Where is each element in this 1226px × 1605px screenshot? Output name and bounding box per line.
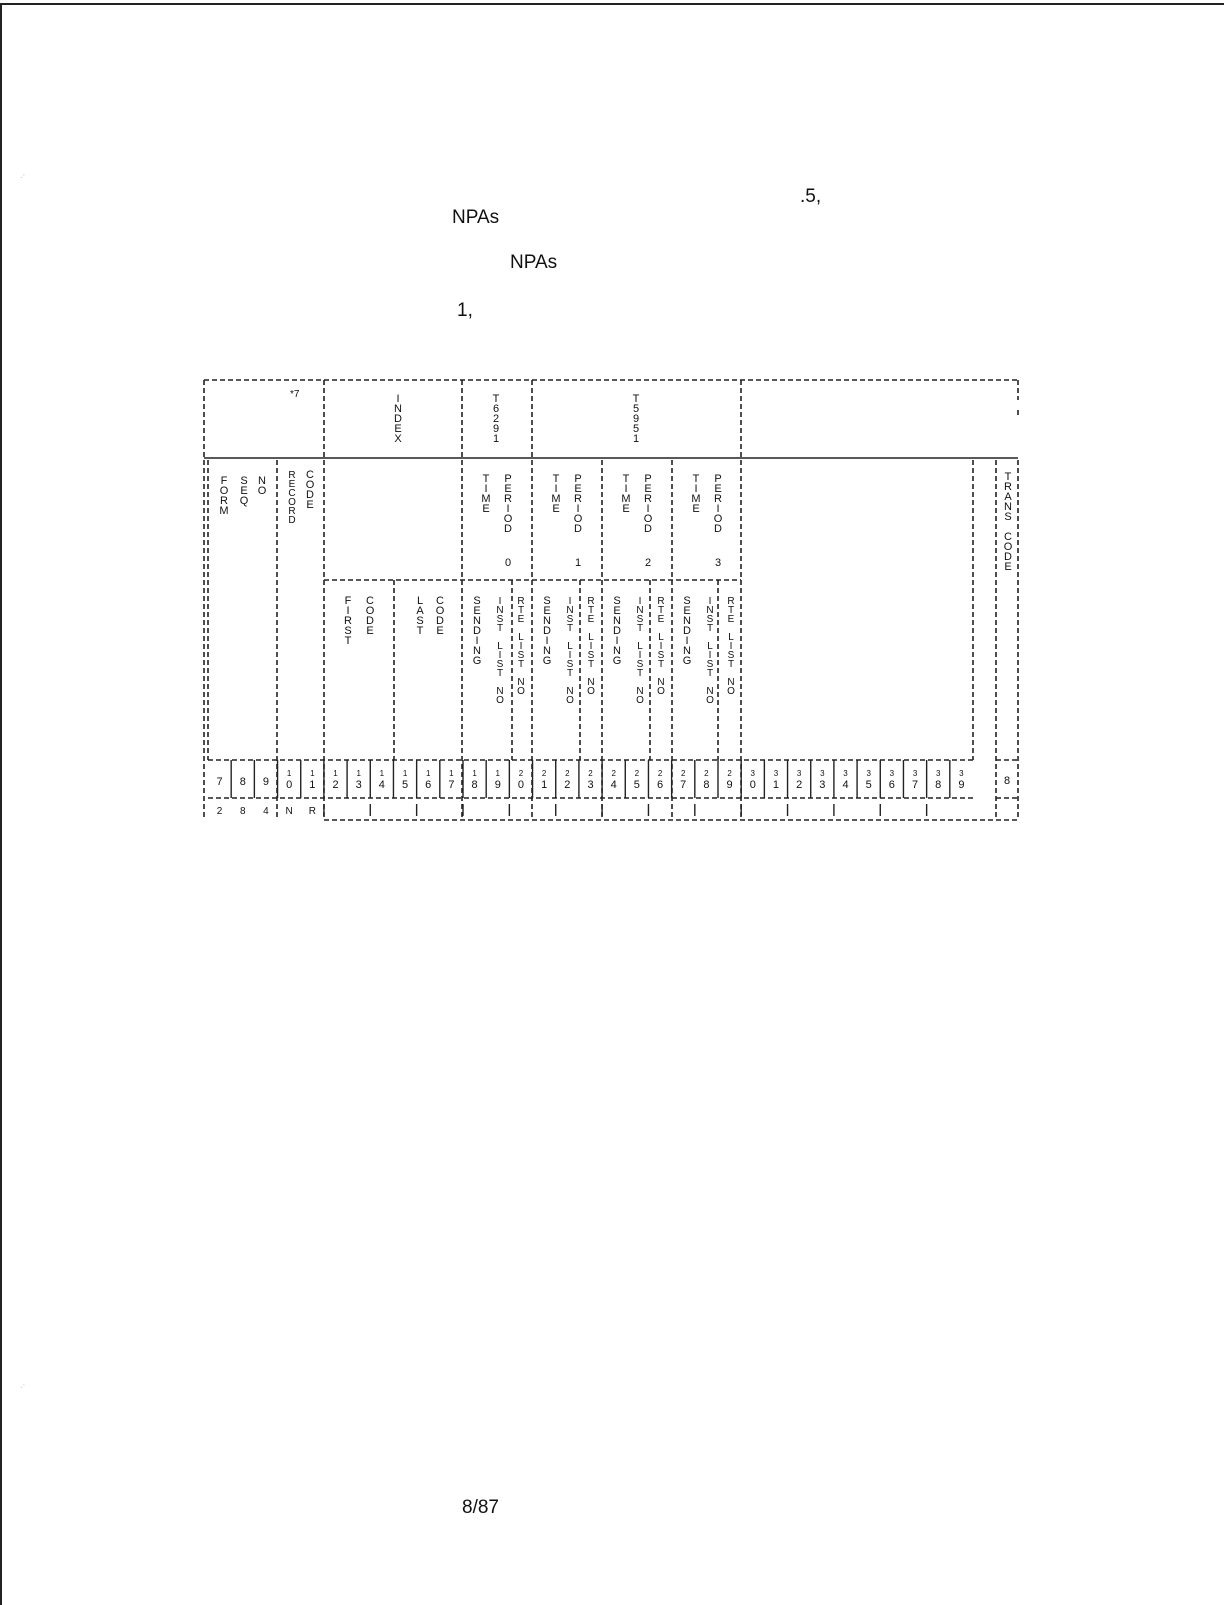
field-label-inst-list-no: T (706, 668, 714, 679)
field-label-rte-list-no: N (517, 677, 525, 688)
field-label-rte-list-no: O (657, 686, 665, 697)
field-label-time: T (482, 473, 490, 485)
section-label-table: 9 (632, 413, 640, 425)
column-number: 9 (726, 779, 733, 791)
field-label-no: N (258, 475, 266, 487)
field-label-inst-list-no: I (708, 650, 712, 661)
column-number: 1 (309, 779, 316, 791)
field-label-time: I (484, 483, 488, 495)
column-number: 2 (657, 769, 663, 778)
field-label-time: E (482, 503, 490, 515)
field-label-inst-list-no: O (566, 695, 574, 706)
field-label-seq: Q (239, 495, 249, 507)
field-label-period: D (504, 523, 512, 535)
field-label-sending: N (473, 645, 481, 657)
field-label-inst-list-no: I (708, 596, 712, 607)
field-label-rte-list-no: R (587, 596, 595, 607)
body-text-npas: NPAs (510, 252, 558, 273)
field-label-period: E (574, 483, 582, 495)
field-label-inst-list-no: O (496, 695, 504, 706)
field-label-first: R (344, 615, 352, 627)
field-label-rte-list-no: T (657, 659, 665, 670)
column-number: 2 (796, 779, 803, 791)
field-label-rte-list-no: T (587, 605, 595, 616)
field-label-rte-list-no: L (728, 632, 734, 643)
field-label-time: M (481, 493, 491, 505)
field-label-period: D (714, 523, 722, 535)
field-label-sending: S (683, 595, 691, 607)
column-number: 1 (449, 769, 454, 778)
column-number: 4 (610, 779, 617, 791)
field-label-form: O (219, 485, 229, 497)
field-label-inst-list-no: S (566, 614, 574, 625)
field-label-inst-list-no: T (706, 623, 714, 634)
column-number: 2 (518, 769, 524, 778)
field-label-period: P (504, 473, 512, 485)
section-label-table: 6 (492, 403, 500, 415)
column-number: 0 (749, 779, 756, 791)
field-label-sending: D (473, 625, 481, 637)
field-label-inst-list-no: N (496, 686, 504, 697)
column-number: 1 (426, 769, 431, 778)
column-number: 2 (541, 769, 547, 778)
field-label-sending: N (683, 615, 691, 627)
section-label-table: 2 (492, 413, 500, 425)
column-number: 1 (541, 779, 548, 791)
section-label-table: 5 (632, 423, 640, 435)
field-label-rte-list-no: T (587, 659, 595, 670)
field-label-code: C (306, 469, 314, 481)
field-label-record: R (288, 506, 296, 517)
field-label-inst-list-no: N (566, 605, 574, 616)
section-label-table: 5 (632, 403, 640, 415)
field-label-rte-list-no: E (517, 614, 525, 625)
field-label-inst-list-no: T (496, 668, 504, 679)
column-number: 2 (704, 769, 709, 778)
column-number: 6 (425, 779, 432, 791)
field-label-time: I (624, 483, 628, 495)
body-text-item-number: 1, (457, 300, 473, 321)
field-label-sending: E (683, 605, 691, 617)
field-label-time: I (694, 483, 698, 495)
field-label-rte-list-no: S (727, 650, 735, 661)
field-label-sending: S (473, 595, 481, 607)
field-label-rte-list-no: O (727, 686, 735, 697)
trans-column-number: 8 (1003, 775, 1011, 787)
field-label-time: T (552, 473, 560, 485)
field-label-rte-list-no: L (518, 632, 524, 643)
field-label-sending: D (683, 625, 691, 637)
field-label-period: O (503, 513, 513, 525)
column-number: 3 (796, 769, 802, 778)
field-label-trans-code: D (1004, 551, 1012, 563)
field-label-inst-list-no: T (496, 623, 504, 634)
column-number: 9 (958, 779, 965, 791)
column-number: 1 (495, 769, 500, 778)
field-label-period: E (644, 483, 652, 495)
field-label-code: O (435, 605, 445, 617)
column-number: 3 (355, 779, 362, 791)
column-number: 3 (587, 779, 594, 791)
column-number: 7 (448, 779, 455, 791)
column-number: 3 (820, 769, 825, 778)
form-grid-lines (204, 380, 1018, 820)
field-label-time: T (692, 473, 700, 485)
column-number: 1 (472, 769, 477, 778)
field-label-period: P (644, 473, 652, 485)
field-label-rte-list-no: R (657, 596, 665, 607)
column-number: 2 (727, 769, 732, 778)
field-label-code: D (436, 615, 444, 627)
field-label-rte-list-no: S (587, 650, 595, 661)
field-label-code: D (366, 615, 374, 627)
field-label-form: M (219, 505, 229, 517)
field-label-rte-list-no: O (517, 686, 525, 697)
section-label-index: E (394, 423, 402, 435)
field-label-inst-list-no: L (637, 641, 643, 652)
field-label-period-number: 3 (714, 557, 722, 569)
column-number: 2 (634, 769, 640, 778)
field-label-rte-list-no: T (517, 659, 525, 670)
field-label-record: D (288, 515, 296, 526)
field-label-period: O (643, 513, 653, 525)
field-label-sending: N (543, 645, 551, 657)
field-label-sending: G (472, 655, 482, 667)
field-label-inst-list-no: S (566, 659, 574, 670)
field-label-inst-list-no: L (497, 641, 503, 652)
field-label-time: I (554, 483, 558, 495)
field-label-code: O (365, 605, 375, 617)
column-number: 3 (866, 769, 871, 778)
field-label-sending: G (682, 655, 692, 667)
field-label-inst-list-no: L (567, 641, 573, 652)
field-label-period: D (574, 523, 582, 535)
field-label-sending: N (613, 615, 621, 627)
field-label-inst-list-no: T (636, 623, 644, 634)
column-number: 3 (959, 769, 964, 778)
field-label-code: C (436, 595, 444, 607)
field-label-rte-list-no: E (587, 614, 595, 625)
section-label-table: T (492, 393, 500, 405)
column-number: 3 (819, 779, 826, 791)
field-label-inst-list-no: N (636, 605, 644, 616)
section-label-table: T (632, 393, 640, 405)
field-label-inst-list-no: S (706, 659, 714, 670)
field-label-sending: E (473, 605, 481, 617)
column-number: 2 (564, 779, 571, 791)
field-label-seq: E (240, 485, 248, 497)
column-number: 8 (703, 779, 710, 791)
field-label-rte-list-no: T (727, 659, 735, 670)
field-label-form: F (220, 475, 228, 487)
field-label-code: O (305, 479, 315, 491)
field-label-seq: S (240, 475, 248, 487)
column-number: 2 (588, 769, 593, 778)
field-label-rte-list-no: I (729, 641, 733, 652)
field-label-first: S (344, 625, 352, 637)
field-label-period: I (646, 503, 650, 515)
section-label-index: D (394, 413, 402, 425)
field-label-code: E (306, 499, 314, 511)
field-label-inst-list-no: T (636, 668, 644, 679)
field-label-record: E (288, 479, 296, 490)
field-label-period: D (644, 523, 652, 535)
field-label-inst-list-no: N (566, 686, 574, 697)
prefilled-value: 2 (216, 806, 223, 817)
field-label-inst-list-no: N (706, 605, 714, 616)
column-number: 4 (378, 779, 385, 791)
field-label-last: T (416, 625, 424, 637)
field-label-inst-list-no: N (636, 686, 644, 697)
footer-date: 8/87 (462, 1497, 499, 1518)
column-number: 8 (239, 776, 246, 788)
field-label-last: L (416, 595, 424, 607)
field-label-period: O (713, 513, 723, 525)
column-number: 3 (843, 769, 848, 778)
prefilled-value: N (285, 806, 293, 817)
field-label-sending: G (542, 655, 552, 667)
field-label-code: E (366, 625, 374, 637)
field-label-sending: N (683, 645, 691, 657)
field-label-inst-list-no: S (636, 614, 644, 625)
field-label-inst-list-no: I (498, 650, 502, 661)
field-label-time: M (691, 493, 701, 505)
column-number: 9 (262, 776, 270, 788)
column-number: 3 (773, 769, 779, 778)
column-number: 1 (772, 779, 780, 791)
field-label-trans-code: O (1003, 541, 1013, 553)
field-label-period: O (573, 513, 583, 525)
field-label-first: F (344, 595, 352, 607)
body-text-fragment: .5, (800, 186, 822, 207)
field-label-time: M (551, 493, 561, 505)
field-label-rte-list-no: E (657, 614, 665, 625)
field-label-record: O (288, 497, 296, 508)
field-label-rte-list-no: I (659, 641, 663, 652)
column-number: 3 (889, 769, 895, 778)
field-label-rte-list-no: T (727, 605, 735, 616)
column-number: 1 (379, 769, 385, 778)
field-label-record: C (288, 488, 296, 499)
field-label-inst-list-no: I (638, 650, 642, 661)
field-label-rte-list-no: N (657, 677, 665, 688)
field-label-period: I (506, 503, 510, 515)
column-number: 3 (912, 769, 918, 778)
section-label-index: N (394, 403, 402, 415)
field-label-period: E (504, 483, 512, 495)
field-label-trans-code: C (1004, 531, 1012, 543)
column-number: 5 (633, 779, 640, 791)
column-number: 2 (611, 769, 616, 778)
field-label-rte-list-no: T (517, 605, 525, 616)
field-label-sending: G (612, 655, 622, 667)
field-label-inst-list-no: T (566, 668, 574, 679)
field-label-rte-list-no: N (587, 677, 595, 688)
field-label-form: R (220, 495, 228, 507)
column-number: 3 (936, 769, 941, 778)
field-label-trans-code: T (1004, 471, 1012, 483)
field-label-record: R (288, 470, 296, 481)
column-number: 8 (935, 779, 942, 791)
column-number: 1 (286, 769, 292, 778)
field-label-sending: E (543, 605, 551, 617)
field-label-rte-list-no: I (589, 641, 593, 652)
field-label-period: I (576, 503, 580, 515)
field-label-inst-list-no: L (707, 641, 713, 652)
column-number: 7 (216, 776, 223, 788)
field-label-rte-list-no: R (517, 596, 525, 607)
field-label-rte-list-no: N (727, 677, 735, 688)
field-label-rte-list-no: L (588, 632, 594, 643)
field-label-inst-list-no: I (498, 596, 502, 607)
field-label-time: E (692, 503, 700, 515)
form-labels (217, 393, 1013, 817)
field-label-inst-list-no: S (706, 614, 714, 625)
field-label-sending: N (613, 645, 621, 657)
column-number: 0 (517, 779, 525, 791)
column-number: 6 (888, 779, 895, 791)
section-label-table: 9 (492, 423, 500, 435)
scan-speck: .⋅ (20, 1380, 26, 1390)
field-label-first: T (344, 635, 352, 647)
header-mark: *7 (290, 389, 300, 400)
column-number: 7 (680, 779, 687, 791)
column-number: 9 (494, 779, 501, 791)
field-label-rte-list-no: O (587, 686, 595, 697)
field-label-inst-list-no: I (638, 596, 642, 607)
field-label-period-number: 2 (644, 557, 652, 569)
field-label-inst-list-no: O (706, 695, 714, 706)
field-label-inst-list-no: I (568, 596, 572, 607)
field-label-last: S (416, 615, 424, 627)
column-number: 4 (842, 779, 849, 791)
section-label-index: I (396, 393, 400, 405)
field-label-time: E (552, 503, 560, 515)
field-label-inst-list-no: N (706, 686, 714, 697)
field-label-no: O (257, 485, 267, 497)
field-label-time: M (621, 493, 631, 505)
field-label-sending: N (543, 615, 551, 627)
field-label-inst-list-no: O (636, 695, 644, 706)
field-label-period: R (714, 493, 722, 505)
column-number: 2 (565, 769, 570, 778)
field-label-inst-list-no: S (636, 659, 644, 670)
column-number: 1 (402, 769, 408, 778)
field-label-trans-code: E (1004, 561, 1012, 573)
field-label-time: T (622, 473, 630, 485)
field-label-inst-list-no: T (566, 623, 574, 634)
column-number: 1 (333, 769, 338, 778)
field-label-sending: S (543, 595, 551, 607)
field-label-sending: I (545, 635, 549, 647)
column-number: 1 (310, 769, 315, 778)
field-label-inst-list-no: I (568, 650, 572, 661)
field-label-sending: N (473, 615, 481, 627)
field-label-period: P (714, 473, 722, 485)
field-label-rte-list-no: E (727, 614, 735, 625)
field-label-code: C (366, 595, 374, 607)
body-text-npas: NPAs (452, 207, 500, 228)
field-label-first: I (346, 605, 350, 617)
field-label-trans-code: R (1004, 481, 1012, 493)
column-number: 7 (911, 779, 919, 791)
column-number: 5 (401, 779, 409, 791)
field-label-code: E (436, 625, 444, 637)
section-label-table: 1 (632, 433, 640, 445)
field-label-period: P (574, 473, 582, 485)
field-label-sending: S (613, 595, 621, 607)
field-label-sending: I (475, 635, 479, 647)
prefilled-value: 8 (239, 806, 246, 817)
field-label-code: D (306, 489, 314, 501)
field-label-sending: I (685, 635, 689, 647)
column-number: 3 (750, 769, 755, 778)
field-label-period-number: 1 (574, 557, 582, 569)
column-number: 6 (656, 779, 664, 791)
prefilled-value: 4 (263, 806, 269, 817)
field-label-rte-list-no: R (727, 596, 735, 607)
column-number: 2 (681, 769, 686, 778)
field-label-trans-code: A (1004, 491, 1012, 503)
column-number: 0 (286, 779, 293, 791)
column-number: 2 (332, 779, 339, 791)
field-label-trans-code: N (1004, 501, 1012, 513)
column-number: 8 (471, 779, 478, 791)
field-label-period: R (644, 493, 652, 505)
field-label-sending: I (615, 635, 619, 647)
field-label-period-number: 0 (504, 557, 512, 569)
field-label-rte-list-no: S (657, 650, 665, 661)
field-label-inst-list-no: S (496, 614, 504, 625)
prefilled-value: R (308, 806, 316, 817)
field-label-sending: D (613, 625, 621, 637)
column-number: 1 (356, 769, 361, 778)
field-label-inst-list-no: S (496, 659, 504, 670)
section-label-table: 1 (492, 433, 500, 445)
field-label-period: R (574, 493, 582, 505)
field-label-rte-list-no: T (657, 605, 665, 616)
field-label-inst-list-no: N (496, 605, 504, 616)
field-label-time: E (622, 503, 630, 515)
field-label-sending: E (613, 605, 621, 617)
field-label-period: I (716, 503, 720, 515)
field-label-rte-list-no: I (519, 641, 523, 652)
field-label-trans-code: S (1004, 511, 1012, 523)
field-label-rte-list-no: L (658, 632, 664, 643)
section-label-index: X (394, 433, 402, 445)
field-label-sending: D (543, 625, 551, 637)
column-number: 5 (865, 779, 872, 791)
field-label-rte-list-no: S (517, 650, 525, 661)
scan-speck: .⋅ (20, 170, 26, 180)
field-label-period: R (504, 493, 512, 505)
field-label-period: E (714, 483, 722, 495)
field-label-last: A (416, 605, 424, 617)
